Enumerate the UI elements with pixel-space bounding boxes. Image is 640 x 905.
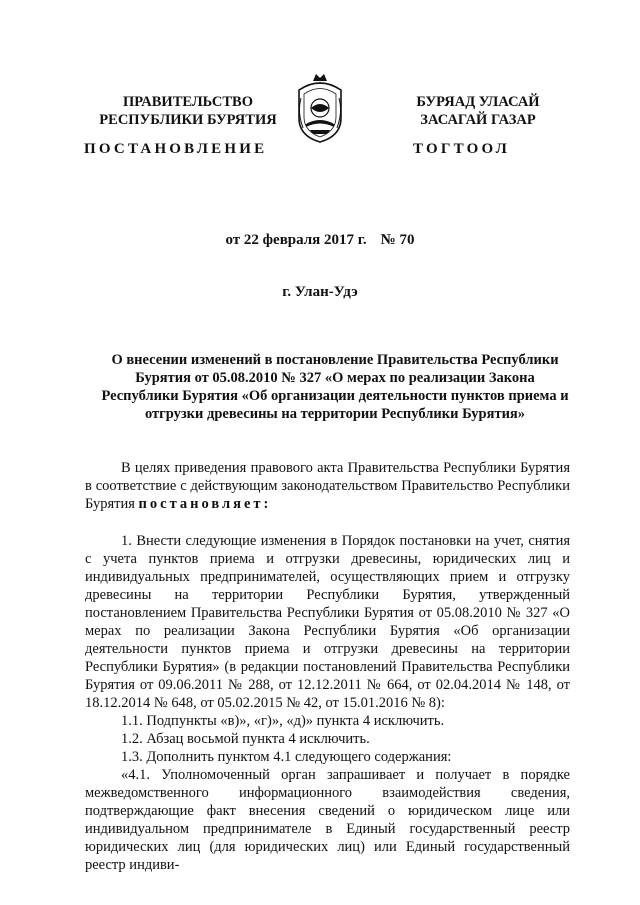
preamble — [85, 459, 570, 513]
document-title: О внесении изменений в постановление Правительства Республики Бурятия от 05.08.2010 № 327 «О мерах по реализации Закона Республики Бурятия «Об организации деятельности пунктов приема и отгрузки древесины на территории Республики Бурятия» — [101, 352, 569, 422]
document-date: от 22 февраля 2017 г. — [225, 232, 367, 248]
preamble-emphasis: постановляет: — [138, 496, 272, 512]
header-line: ПРАВИТЕЛЬСТВО — [123, 94, 253, 110]
header-line: РЕСПУБЛИКИ БУРЯТИЯ — [99, 112, 277, 128]
paragraph-4-1-quote: «4.1. Уполномоченный орган запрашивает и получает в порядке межведомственного информационного взаимодействия сведения, подтверждающие факт внесения сведений о юридическом лице или индивидуальном предпринимателе в Единый государственный реестр юридических лиц (для юридических лиц) или Единый государственный реестр индиви- — [85, 767, 570, 873]
document-body — [85, 532, 570, 874]
paragraph-1: 1. Внести следующие изменения в Порядок постановки на учет, снятия с учета пунктов приема и отгрузки древесины, юридических лиц и индивидуальных предпринимателей, осуществляющих прием и отгрузку древесины на территории Республики Бурятия, утвержденный постановлением Правительства Республики Бурятия от 05.08.2010 № 327 «О мерах по реализации Закона Республики Бурятия «Об организации деятельности пунктов приема и отгрузки древесины на территории Республики Бурятия» (в редакции постановлений Правительства Республики Бурятия от 09.06.2011 № 288, от 12.12.2011 № 664, от 02.04.2014 № 148, от 18.12.2014 № 648, от 05.02.2015 № 42, от 15.01.2016 № 8): — [85, 533, 570, 711]
paragraph-1-2: 1.2. Абзац восьмой пункта 4 исключить. — [121, 731, 370, 747]
paragraph-1-3: 1.3. Дополнить пунктом 4.1 следующего содержания: — [121, 749, 452, 765]
preamble-paragraph — [85, 459, 570, 513]
coat-of-arms-icon — [293, 72, 347, 144]
document-city: г. Улан-Удэ — [282, 284, 358, 300]
preamble-text: В целях приведения правового акта Правительства Республики Бурятия в соответствие с действующим законодательством Правительство Республики Бурятия — [85, 460, 570, 512]
government-header-bua — [378, 93, 578, 129]
paragraph-1-1: 1.1. Подпункты «в)», «г)», «д)» пункта 4 исключить. — [121, 713, 445, 729]
government-header-ru — [88, 93, 288, 129]
doctype-ru: ПОСТАНОВЛЕНИЕ — [84, 141, 268, 157]
doctype-bua: ТОГТООЛ — [413, 141, 510, 157]
date-number-line — [0, 232, 640, 249]
header-line: ЗАСАГАЙ ГАЗАР — [420, 112, 536, 128]
document-number: № 70 — [380, 232, 415, 248]
header-line: БУРЯАД УЛАСАЙ — [416, 94, 540, 110]
